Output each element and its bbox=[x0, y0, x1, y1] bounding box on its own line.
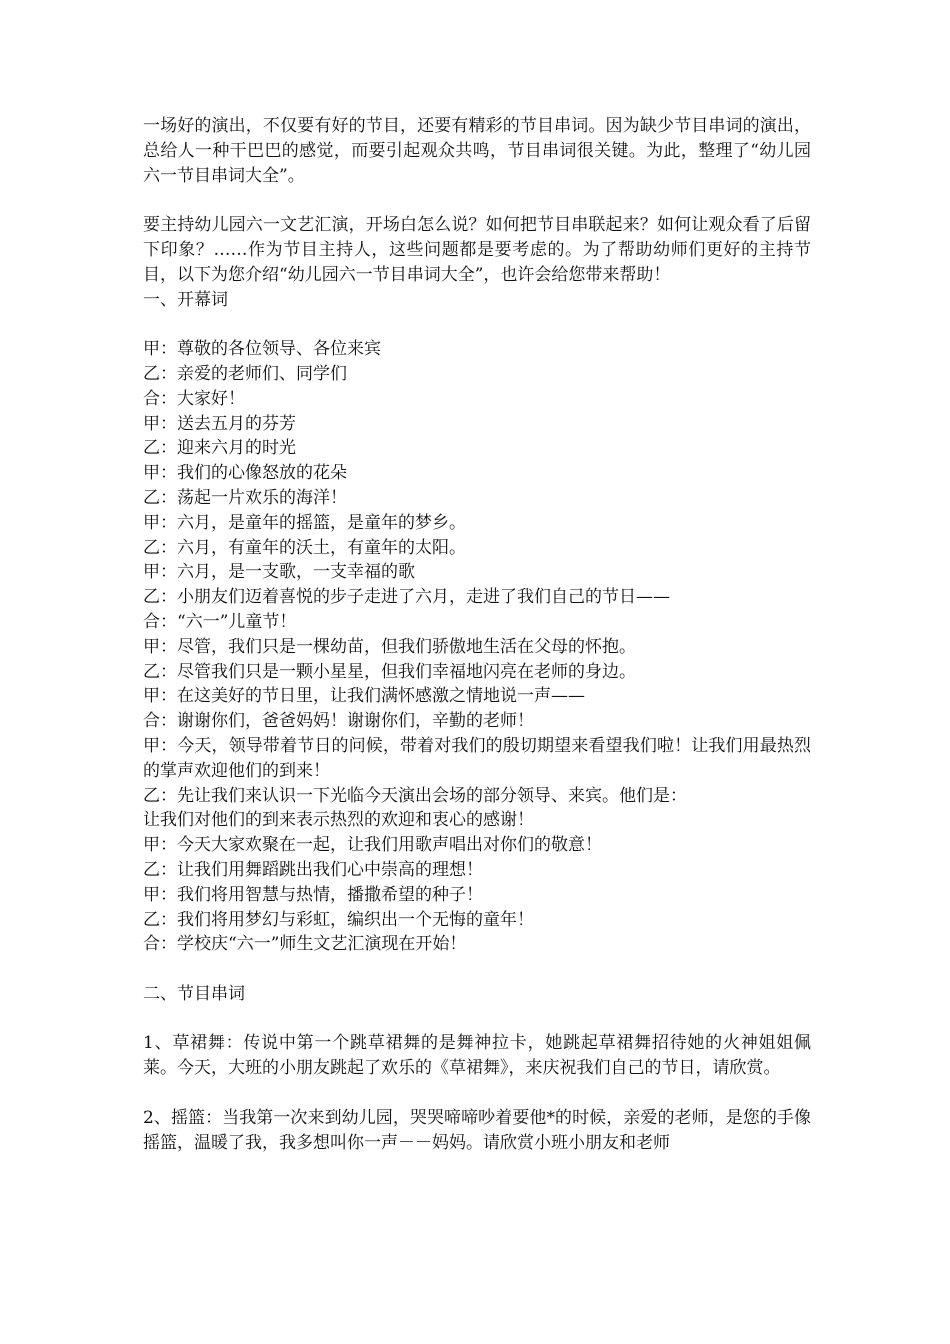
dialogue-line: 乙：先让我们来认识一下光临今天演出会场的部分领导、来宾。他们是： bbox=[143, 785, 687, 806]
dialogue-line: 乙：六月，有童年的沃土，有童年的太阳。 bbox=[143, 537, 466, 558]
dialogue-line: 甲：送去五月的芬芳 bbox=[143, 413, 296, 434]
section-heading-program: 二、节目串词 bbox=[143, 983, 245, 1004]
intro-paragraph: 要主持幼儿园六一文艺汇演，开场白怎么说？如何把节目串联起来？如何让观众看了后留下印象？……作为节目主持人，这些问题都是要考虑的。为了帮助幼师们更好的主持节目，以下为您介绍“幼儿园六一节目串词大全”，也许会给您带来帮助！ bbox=[143, 215, 811, 285]
dialogue-line: 甲：我们将用智慧与热情，播撒希望的种子！ bbox=[143, 884, 483, 905]
dialogue-line: 合：大家好！ bbox=[143, 388, 245, 409]
dialogue-line: 乙：亲爱的老师们、同学们 bbox=[143, 363, 347, 384]
dialogue-line: 乙：我们将用梦幻与彩虹，编织出一个无悔的童年！ bbox=[143, 909, 534, 930]
program-item: 1、草裙舞：传说中第一个跳草裙舞的是舞神拉卡，她跳起草裙舞招待她的火神姐姐佩莱。今天，大班的小朋友跳起了欢乐的《草裙舞》，来庆祝我们自己的节日，请欣赏。 bbox=[143, 1033, 811, 1079]
dialogue-line: 乙：迎来六月的时光 bbox=[143, 438, 296, 459]
paragraph-gap bbox=[143, 1007, 811, 1032]
dialogue-line: 甲：今天大家欢聚在一起，让我们用歌声唱出对你们的敬意！ bbox=[143, 835, 602, 856]
document-page bbox=[143, 114, 811, 1155]
dialogue-line: 甲：尊敬的各位领导、各位来宾 bbox=[143, 339, 381, 360]
dialogue-line: 合：“六一”儿童节！ bbox=[143, 611, 297, 632]
dialogue-line: 乙：尽管我们只是一颗小星星，但我们幸福地闪亮在老师的身边。 bbox=[143, 661, 636, 682]
dialogue-line: 合：学校庆“六一”师生文艺汇演现在开始！ bbox=[143, 934, 467, 955]
dialogue-line: 甲：尽管，我们只是一棵幼苗，但我们骄傲地生活在父母的怀抱。 bbox=[143, 636, 636, 657]
intro-paragraph: 一场好的演出，不仅要有好的节目，还要有精彩的节目串词。因为缺少节目串词的演出，总给人一种干巴巴的感觉，而要引起观众共鸣，节目串词很关键。为此，整理了“幼儿园六一节目串词大全”。 bbox=[143, 116, 811, 186]
paragraph-gap bbox=[143, 312, 811, 337]
dialogue-line: 甲：我们的心像怒放的花朵 bbox=[143, 463, 347, 484]
dialogue-line: 乙：荡起一片欢乐的海洋！ bbox=[143, 487, 347, 508]
dialogue-line: 合：谢谢你们，爸爸妈妈！谢谢你们，辛勤的老师！ bbox=[143, 711, 534, 732]
program-item: 2、摇篮：当我第一次来到幼儿园，哭哭啼啼吵着要他*的时候，亲爱的老师，是您的手像摇篮，温暖了我，我多想叫你一声－－妈妈。请欣赏小班小朋友和老师 bbox=[143, 1107, 811, 1153]
paragraph-gap bbox=[143, 1081, 811, 1106]
section-heading-opening: 一、开幕词 bbox=[143, 289, 228, 310]
dialogue-line: 乙：小朋友们迈着喜悦的步子走进了六月，走进了我们自己的节日—— bbox=[143, 587, 670, 608]
paragraph-gap bbox=[143, 188, 811, 213]
dialogue-line: 甲：在这美好的节日里，让我们满怀感激之情地说一声—— bbox=[143, 686, 585, 707]
dialogue-line: 乙：让我们用舞蹈跳出我们心中崇高的理想！ bbox=[143, 859, 483, 880]
paragraph-gap bbox=[143, 957, 811, 982]
dialogue-line: 甲：六月，是一支歌，一支幸福的歌 bbox=[143, 562, 415, 583]
dialogue-line: 让我们对他们的到来表示热烈的欢迎和衷心的感谢！ bbox=[143, 810, 534, 831]
dialogue-line: 甲：六月，是童年的摇篮，是童年的梦乡。 bbox=[143, 512, 466, 533]
dialogue-line: 甲：今天，领导带着节日的问候，带着对我们的殷切期望来看望我们啦！让我们用最热烈的掌声欢迎他们的到来！ bbox=[143, 735, 811, 781]
